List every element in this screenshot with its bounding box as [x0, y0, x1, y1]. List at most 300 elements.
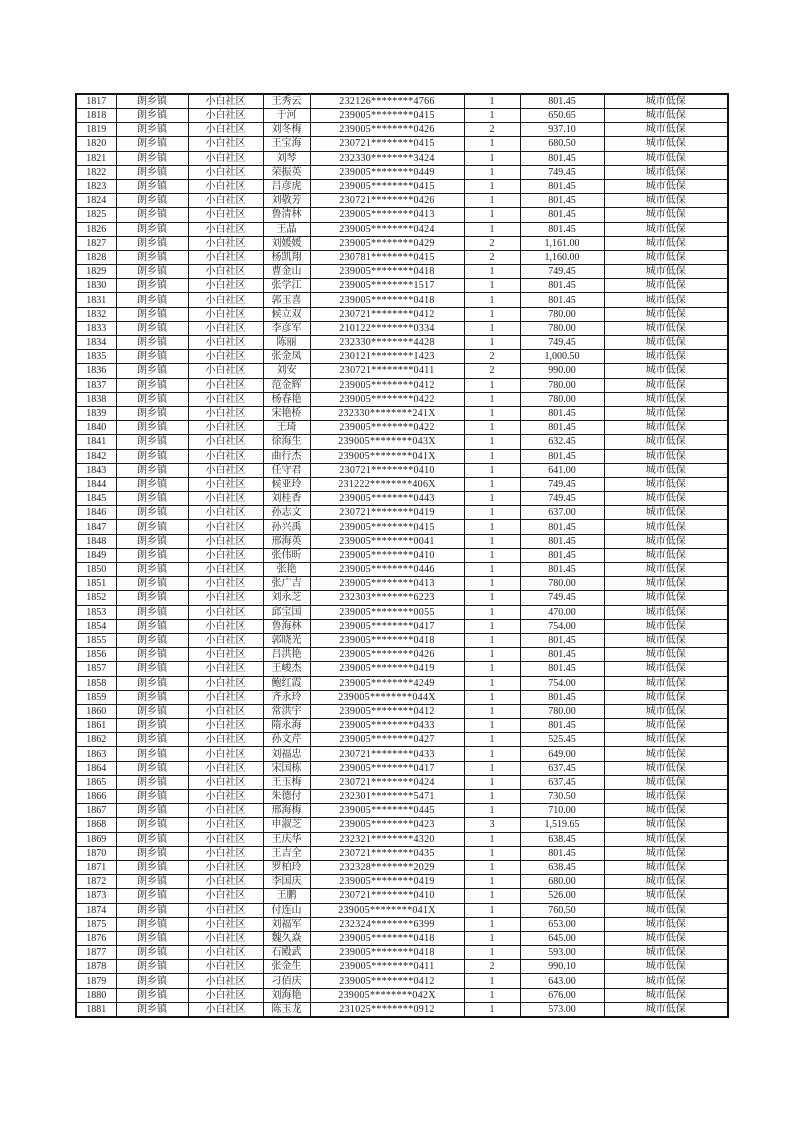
cell-name: 荣振英 [263, 165, 310, 179]
cell-amount: 1,160.00 [520, 250, 604, 264]
cell-amount: 801.45 [520, 563, 604, 577]
cell-category: 城市低保 [604, 222, 728, 236]
cell-town: 朗乡镇 [116, 676, 188, 690]
table-row [76, 619, 728, 633]
cell-seq: 1840 [76, 421, 116, 435]
cell-town: 朗乡镇 [116, 250, 188, 264]
cell-category: 城市低保 [604, 761, 728, 775]
cell-id: 239005********0418 [310, 293, 464, 307]
cell-category: 城市低保 [604, 690, 728, 704]
cell-count: 1 [464, 775, 520, 789]
cell-town: 朗乡镇 [116, 520, 188, 534]
cell-category: 城市低保 [604, 889, 728, 903]
cell-name: 常洪宇 [263, 704, 310, 718]
cell-community: 小白社区 [188, 307, 263, 321]
cell-name: 刘琴 [263, 151, 310, 165]
cell-community: 小白社区 [188, 719, 263, 733]
cell-category: 城市低保 [604, 492, 728, 506]
cell-seq: 1847 [76, 520, 116, 534]
cell-amount: 573.00 [520, 1002, 604, 1017]
cell-id: 230721********0419 [310, 506, 464, 520]
cell-id: 232330********4428 [310, 336, 464, 350]
cell-name: 隋永海 [263, 719, 310, 733]
cell-id: 239005********0412 [310, 378, 464, 392]
cell-community: 小白社区 [188, 676, 263, 690]
cell-community: 小白社区 [188, 548, 263, 562]
cell-id: 239005********044X [310, 690, 464, 704]
cell-community: 小白社区 [188, 648, 263, 662]
cell-community: 小白社区 [188, 633, 263, 647]
cell-seq: 1857 [76, 662, 116, 676]
cell-id: 230721********0410 [310, 889, 464, 903]
cell-community: 小白社区 [188, 265, 263, 279]
cell-name: 王玉梅 [263, 775, 310, 789]
cell-id: 230721********0433 [310, 747, 464, 761]
cell-category: 城市低保 [604, 790, 728, 804]
cell-count: 1 [464, 605, 520, 619]
cell-id: 239005********0415 [310, 179, 464, 193]
cell-town: 朗乡镇 [116, 421, 188, 435]
cell-community: 小白社区 [188, 704, 263, 718]
cell-community: 小白社区 [188, 123, 263, 137]
cell-id: 239005********0422 [310, 392, 464, 406]
table-row [76, 761, 728, 775]
cell-town: 朗乡镇 [116, 591, 188, 605]
cell-id: 232330********3424 [310, 151, 464, 165]
cell-category: 城市低保 [604, 165, 728, 179]
cell-category: 城市低保 [604, 591, 728, 605]
cell-id: 230721********0410 [310, 463, 464, 477]
cell-name: 张金凤 [263, 350, 310, 364]
cell-name: 鲁海林 [263, 619, 310, 633]
cell-seq: 1864 [76, 761, 116, 775]
cell-amount: 801.45 [520, 633, 604, 647]
cell-seq: 1852 [76, 591, 116, 605]
cell-town: 朗乡镇 [116, 534, 188, 548]
cell-amount: 1,000.50 [520, 350, 604, 364]
cell-community: 小白社区 [188, 591, 263, 605]
cell-name: 候亚玲 [263, 477, 310, 491]
cell-community: 小白社区 [188, 520, 263, 534]
cell-category: 城市低保 [604, 279, 728, 293]
cell-category: 城市低保 [604, 733, 728, 747]
cell-amount: 801.45 [520, 179, 604, 193]
cell-seq: 1825 [76, 208, 116, 222]
cell-id: 239005********0426 [310, 123, 464, 137]
cell-community: 小白社区 [188, 449, 263, 463]
cell-count: 2 [464, 123, 520, 137]
benefits-table-body [76, 94, 728, 1017]
cell-name: 付连山 [263, 903, 310, 917]
cell-amount: 632.45 [520, 435, 604, 449]
cell-amount: 637.45 [520, 761, 604, 775]
cell-category: 城市低保 [604, 619, 728, 633]
cell-category: 城市低保 [604, 137, 728, 151]
cell-seq: 1880 [76, 988, 116, 1002]
cell-amount: 801.45 [520, 151, 604, 165]
cell-id: 231222********406X [310, 477, 464, 491]
cell-town: 朗乡镇 [116, 690, 188, 704]
cell-count: 1 [464, 648, 520, 662]
cell-town: 朗乡镇 [116, 775, 188, 789]
cell-count: 1 [464, 633, 520, 647]
cell-category: 城市低保 [604, 406, 728, 420]
cell-community: 小白社区 [188, 818, 263, 832]
cell-name: 张艳 [263, 563, 310, 577]
cell-seq: 1861 [76, 719, 116, 733]
cell-id: 239005********0412 [310, 974, 464, 988]
cell-id: 239005********0427 [310, 733, 464, 747]
cell-seq: 1867 [76, 804, 116, 818]
cell-id: 239005********0415 [310, 520, 464, 534]
cell-count: 1 [464, 846, 520, 860]
cell-name: 于河 [263, 109, 310, 123]
cell-town: 朗乡镇 [116, 350, 188, 364]
cell-count: 1 [464, 321, 520, 335]
cell-seq: 1859 [76, 690, 116, 704]
table-row [76, 406, 728, 420]
cell-seq: 1836 [76, 364, 116, 378]
cell-seq: 1821 [76, 151, 116, 165]
table-row [76, 477, 728, 491]
cell-category: 城市低保 [604, 208, 728, 222]
table-row [76, 662, 728, 676]
cell-name: 张金生 [263, 960, 310, 974]
cell-category: 城市低保 [604, 94, 728, 109]
cell-seq: 1863 [76, 747, 116, 761]
cell-town: 朗乡镇 [116, 577, 188, 591]
cell-town: 朗乡镇 [116, 818, 188, 832]
table-row [76, 279, 728, 293]
cell-amount: 749.45 [520, 492, 604, 506]
cell-amount: 649.00 [520, 747, 604, 761]
cell-id: 239005********0429 [310, 236, 464, 250]
cell-amount: 525.45 [520, 733, 604, 747]
cell-name: 郭晓光 [263, 633, 310, 647]
cell-name: 孙兴禹 [263, 520, 310, 534]
cell-name: 杨春艳 [263, 392, 310, 406]
cell-id: 239005********0445 [310, 804, 464, 818]
cell-amount: 650.65 [520, 109, 604, 123]
cell-id: 231025********0912 [310, 1002, 464, 1017]
cell-town: 朗乡镇 [116, 662, 188, 676]
cell-seq: 1856 [76, 648, 116, 662]
cell-amount: 801.45 [520, 690, 604, 704]
cell-amount: 749.45 [520, 336, 604, 350]
cell-category: 城市低保 [604, 477, 728, 491]
table-row [76, 690, 728, 704]
cell-count: 1 [464, 293, 520, 307]
cell-category: 城市低保 [604, 321, 728, 335]
table-row [76, 94, 728, 109]
cell-category: 城市低保 [604, 392, 728, 406]
cell-count: 1 [464, 492, 520, 506]
cell-seq: 1824 [76, 194, 116, 208]
cell-name: 王晶 [263, 222, 310, 236]
cell-community: 小白社区 [188, 151, 263, 165]
cell-count: 1 [464, 591, 520, 605]
cell-name: 范金辉 [263, 378, 310, 392]
cell-category: 城市低保 [604, 378, 728, 392]
cell-count: 1 [464, 208, 520, 222]
cell-count: 2 [464, 350, 520, 364]
cell-name: 郭玉喜 [263, 293, 310, 307]
cell-town: 朗乡镇 [116, 832, 188, 846]
cell-amount: 749.45 [520, 591, 604, 605]
cell-amount: 780.00 [520, 392, 604, 406]
table-row [76, 378, 728, 392]
cell-id: 239005********0418 [310, 633, 464, 647]
cell-id: 230721********0411 [310, 364, 464, 378]
cell-amount: 1,161.00 [520, 236, 604, 250]
cell-seq: 1819 [76, 123, 116, 137]
cell-town: 朗乡镇 [116, 222, 188, 236]
cell-seq: 1850 [76, 563, 116, 577]
cell-amount: 749.45 [520, 165, 604, 179]
table-row [76, 563, 728, 577]
cell-community: 小白社区 [188, 563, 263, 577]
cell-count: 3 [464, 818, 520, 832]
cell-town: 朗乡镇 [116, 804, 188, 818]
cell-name: 曲行杰 [263, 449, 310, 463]
cell-community: 小白社区 [188, 236, 263, 250]
cell-amount: 990.10 [520, 960, 604, 974]
cell-name: 候立双 [263, 307, 310, 321]
cell-seq: 1831 [76, 293, 116, 307]
table-row [76, 704, 728, 718]
cell-count: 2 [464, 250, 520, 264]
cell-name: 鲁清林 [263, 208, 310, 222]
cell-amount: 749.45 [520, 477, 604, 491]
table-row [76, 449, 728, 463]
cell-seq: 1846 [76, 506, 116, 520]
cell-category: 城市低保 [604, 520, 728, 534]
cell-count: 1 [464, 832, 520, 846]
cell-seq: 1870 [76, 846, 116, 860]
cell-count: 1 [464, 719, 520, 733]
cell-town: 朗乡镇 [116, 988, 188, 1002]
cell-count: 1 [464, 194, 520, 208]
cell-category: 城市低保 [604, 676, 728, 690]
cell-category: 城市低保 [604, 194, 728, 208]
table-row [76, 903, 728, 917]
cell-count: 1 [464, 917, 520, 931]
cell-community: 小白社区 [188, 421, 263, 435]
cell-community: 小白社区 [188, 350, 263, 364]
cell-count: 1 [464, 875, 520, 889]
cell-name: 石殿武 [263, 946, 310, 960]
cell-count: 1 [464, 94, 520, 109]
cell-seq: 1873 [76, 889, 116, 903]
cell-category: 城市低保 [604, 563, 728, 577]
table-row [76, 293, 728, 307]
cell-id: 239005********0418 [310, 265, 464, 279]
cell-count: 1 [464, 790, 520, 804]
cell-category: 城市低保 [604, 960, 728, 974]
cell-town: 朗乡镇 [116, 293, 188, 307]
cell-community: 小白社区 [188, 960, 263, 974]
cell-id: 239005********0419 [310, 875, 464, 889]
cell-category: 城市低保 [604, 917, 728, 931]
cell-name: 刘永芝 [263, 591, 310, 605]
cell-id: 239005********0055 [310, 605, 464, 619]
cell-count: 1 [464, 449, 520, 463]
cell-amount: 526.00 [520, 889, 604, 903]
cell-town: 朗乡镇 [116, 236, 188, 250]
cell-category: 城市低保 [604, 662, 728, 676]
cell-amount: 780.00 [520, 321, 604, 335]
cell-amount: 645.00 [520, 931, 604, 945]
cell-seq: 1879 [76, 974, 116, 988]
cell-town: 朗乡镇 [116, 179, 188, 193]
table-row [76, 860, 728, 874]
cell-name: 朱德付 [263, 790, 310, 804]
cell-id: 232321********4320 [310, 832, 464, 846]
cell-id: 239005********042X [310, 988, 464, 1002]
table-row [76, 605, 728, 619]
cell-seq: 1862 [76, 733, 116, 747]
cell-id: 232328********2029 [310, 860, 464, 874]
cell-category: 城市低保 [604, 832, 728, 846]
cell-amount: 801.45 [520, 662, 604, 676]
cell-town: 朗乡镇 [116, 194, 188, 208]
cell-seq: 1848 [76, 534, 116, 548]
cell-community: 小白社区 [188, 1002, 263, 1017]
table-row [76, 633, 728, 647]
cell-name: 吕洪艳 [263, 648, 310, 662]
cell-name: 刘媛媛 [263, 236, 310, 250]
cell-name: 李国庆 [263, 875, 310, 889]
cell-town: 朗乡镇 [116, 477, 188, 491]
cell-seq: 1874 [76, 903, 116, 917]
table-row [76, 946, 728, 960]
cell-amount: 730.50 [520, 790, 604, 804]
cell-amount: 801.45 [520, 279, 604, 293]
cell-id: 232126********4766 [310, 94, 464, 109]
cell-count: 1 [464, 179, 520, 193]
cell-count: 1 [464, 974, 520, 988]
cell-count: 1 [464, 109, 520, 123]
cell-town: 朗乡镇 [116, 747, 188, 761]
cell-name: 曹金山 [263, 265, 310, 279]
cell-town: 朗乡镇 [116, 946, 188, 960]
cell-count: 1 [464, 534, 520, 548]
cell-town: 朗乡镇 [116, 265, 188, 279]
table-row [76, 506, 728, 520]
cell-town: 朗乡镇 [116, 492, 188, 506]
cell-count: 1 [464, 463, 520, 477]
cell-community: 小白社区 [188, 364, 263, 378]
table-row [76, 463, 728, 477]
table-row [76, 548, 728, 562]
table-row [76, 151, 728, 165]
cell-id: 230721********0435 [310, 846, 464, 860]
cell-amount: 749.45 [520, 265, 604, 279]
cell-community: 小白社区 [188, 775, 263, 789]
cell-category: 城市低保 [604, 1002, 728, 1017]
cell-seq: 1843 [76, 463, 116, 477]
cell-community: 小白社区 [188, 832, 263, 846]
cell-category: 城市低保 [604, 179, 728, 193]
cell-town: 朗乡镇 [116, 137, 188, 151]
cell-town: 朗乡镇 [116, 506, 188, 520]
cell-category: 城市低保 [604, 931, 728, 945]
cell-id: 239005********0449 [310, 165, 464, 179]
cell-category: 城市低保 [604, 648, 728, 662]
cell-amount: 801.45 [520, 548, 604, 562]
cell-count: 1 [464, 435, 520, 449]
cell-seq: 1833 [76, 321, 116, 335]
cell-amount: 801.45 [520, 449, 604, 463]
table-row [76, 534, 728, 548]
cell-category: 城市低保 [604, 946, 728, 960]
cell-category: 城市低保 [604, 265, 728, 279]
cell-count: 1 [464, 761, 520, 775]
cell-seq: 1830 [76, 279, 116, 293]
cell-town: 朗乡镇 [116, 648, 188, 662]
cell-seq: 1872 [76, 875, 116, 889]
cell-count: 1 [464, 279, 520, 293]
cell-category: 城市低保 [604, 818, 728, 832]
cell-town: 朗乡镇 [116, 336, 188, 350]
cell-community: 小白社区 [188, 931, 263, 945]
table-row [76, 208, 728, 222]
cell-amount: 638.45 [520, 832, 604, 846]
cell-count: 1 [464, 988, 520, 1002]
cell-id: 230121********1423 [310, 350, 464, 364]
cell-community: 小白社区 [188, 889, 263, 903]
cell-id: 239005********0426 [310, 648, 464, 662]
cell-community: 小白社区 [188, 790, 263, 804]
cell-amount: 801.45 [520, 846, 604, 860]
cell-seq: 1827 [76, 236, 116, 250]
table-row [76, 889, 728, 903]
cell-community: 小白社区 [188, 336, 263, 350]
cell-town: 朗乡镇 [116, 364, 188, 378]
table-row [76, 435, 728, 449]
cell-town: 朗乡镇 [116, 875, 188, 889]
cell-name: 徐海生 [263, 435, 310, 449]
cell-seq: 1877 [76, 946, 116, 960]
cell-town: 朗乡镇 [116, 449, 188, 463]
benefits-table [75, 93, 729, 1018]
cell-id: 230721********0415 [310, 137, 464, 151]
table-row [76, 165, 728, 179]
cell-count: 1 [464, 165, 520, 179]
cell-category: 城市低保 [604, 123, 728, 137]
cell-count: 1 [464, 506, 520, 520]
cell-name: 张学江 [263, 279, 310, 293]
cell-seq: 1820 [76, 137, 116, 151]
cell-category: 城市低保 [604, 974, 728, 988]
cell-community: 小白社区 [188, 279, 263, 293]
cell-town: 朗乡镇 [116, 605, 188, 619]
cell-seq: 1853 [76, 605, 116, 619]
table-row [76, 591, 728, 605]
cell-name: 张广吉 [263, 577, 310, 591]
table-row [76, 321, 728, 335]
cell-category: 城市低保 [604, 293, 728, 307]
cell-amount: 643.00 [520, 974, 604, 988]
cell-count: 1 [464, 151, 520, 165]
cell-count: 1 [464, 406, 520, 420]
cell-id: 239005********0413 [310, 208, 464, 222]
cell-category: 城市低保 [604, 463, 728, 477]
cell-community: 小白社区 [188, 321, 263, 335]
cell-count: 1 [464, 903, 520, 917]
cell-category: 城市低保 [604, 250, 728, 264]
cell-community: 小白社区 [188, 137, 263, 151]
